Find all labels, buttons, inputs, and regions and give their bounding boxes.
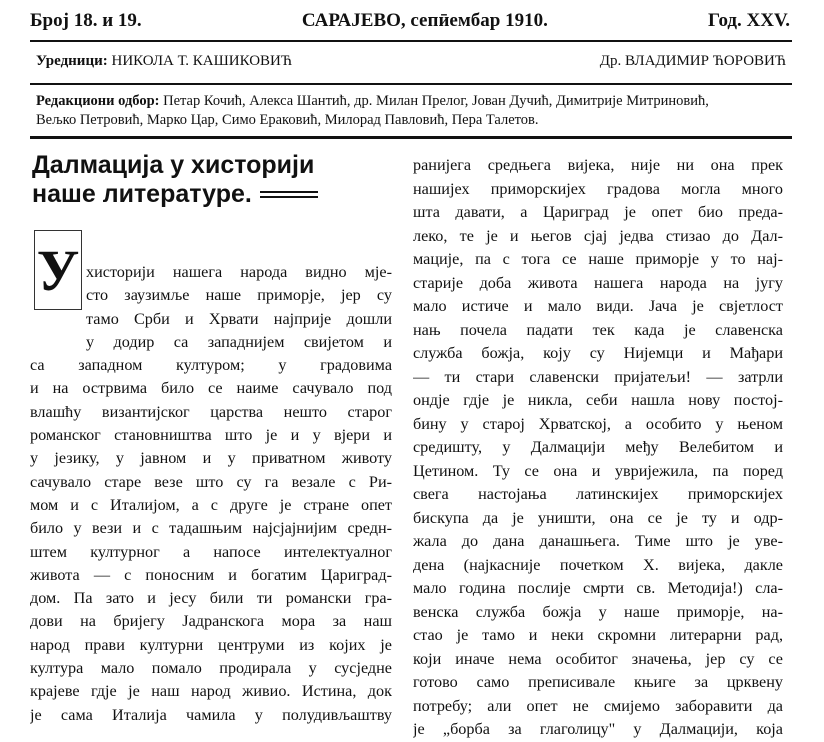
text-line: хисторији нашега народа видно мје-: [86, 263, 392, 281]
issue-number: Број 18. и 19.: [30, 10, 142, 31]
place-date: САРАЈЕВО, сепӣембар 1910.: [301, 10, 548, 31]
text-line: дови на бријегу Јадранскога мора за наш: [30, 612, 392, 631]
text-line: средишту, у Далмацији међу Велебитом и: [413, 438, 783, 456]
text-line: дом. Па зато и јесу били ти романски гра-: [30, 589, 392, 608]
text-line: нашијех приморскијех градова могла много: [413, 179, 783, 198]
editors-label: Уредници:: [36, 53, 108, 69]
text-line: леко, те је и његов сјај једва стизао до Дал-: [413, 226, 783, 245]
text-line: народ прави културни центруми из којих је: [30, 635, 392, 654]
editors-line: [36, 53, 786, 70]
board-members-2: Вељко Петровић, Марко Цар, Симо Ераковић, Милорад Павловић, Пера Талетов.: [36, 112, 539, 128]
title-row-2: [32, 180, 392, 209]
text-line: сачувало старе везе што су га везале с Ри-: [30, 472, 392, 491]
text-line: жала до дана данашњега. Тиме што је уве-: [413, 532, 783, 550]
volume-year: Год. XXV.: [708, 10, 790, 31]
masthead: [30, 10, 790, 34]
text-line: — ти стари славенски пријатељи! — затрли: [413, 367, 783, 386]
title-line-2: наше литературе.: [32, 180, 252, 208]
editor-corovic: Др. ВЛАДИМИР ЋОРОВИЋ: [599, 53, 786, 69]
text-line: мало истиче и мало види. Јача је свјетлост: [413, 297, 783, 315]
text-line: ондје гдје је никла, себи нашла нову постој-: [413, 391, 783, 409]
board-label: Редакциони одбор:: [36, 93, 160, 109]
left-column-text: [30, 261, 392, 727]
ornamental-dropcap: У: [34, 230, 82, 310]
text-line: у додир са западнијем свијетом и: [86, 332, 392, 351]
text-line: служба божја, коју су Нијемци и Мађари: [413, 344, 783, 362]
left-column: [30, 151, 392, 724]
text-line: сто заузимље наше приморје, јер су: [86, 286, 392, 305]
article-title: [32, 151, 392, 209]
text-line: штем културног а напосе интелектуалног: [30, 542, 392, 561]
text-line: било у вези и с тадашњим најсјајнијим средн-: [30, 519, 392, 538]
editorial-board: [36, 92, 796, 130]
text-line: са западном културом; у градовима: [30, 356, 392, 375]
text-line: мом и с Италијом, а с друге је стране опет: [30, 495, 392, 514]
text-line: Цетином. Ту се она и увријежила, па поред: [413, 461, 783, 480]
masthead-rule: [30, 40, 792, 42]
text-line: крајеве гдје је наш народ живио. Истина, док: [30, 682, 392, 701]
text-line: је „борба за глаголицу" у Далмацији, која: [413, 720, 783, 738]
text-line: дена (најкасније почетком X. вијека, дакле: [413, 555, 783, 574]
text-line: мало година послије смрти св. Методија!) сла-: [413, 579, 783, 597]
text-line: венска служба божја у наше приморје, на-: [413, 602, 783, 621]
text-line: тамо Срби и Хрвати најприје дошли: [86, 309, 392, 328]
text-line: у језику, у јавном и у приватном животу: [30, 449, 392, 468]
board-line-1: [36, 92, 796, 111]
text-line: влашћу византијског царства нешто старог: [30, 402, 392, 421]
text-line: мације, па с тога се наше приморје у то нај-: [413, 250, 783, 268]
text-line: и на острвима било се наиме сачувало под: [30, 379, 392, 398]
text-line: ранијега средњега вијека, није ни она прек: [413, 156, 783, 174]
text-line: бину у старој Хрватској, а особито у њеном: [413, 414, 783, 433]
text-line: шта давати, а Цариград је опет био преда-: [413, 203, 783, 221]
editors-left: [36, 53, 292, 70]
board-members-1: Петар Кочић, Алекса Шантић, др. Милан Прелог, Јован Дучић, Димитрије Митриновић,: [163, 93, 709, 109]
text-line: романског становништва што је и у вјери и: [30, 426, 392, 445]
board-rule: [30, 136, 792, 139]
text-line: који иначе нема особитог значења, јер су се: [413, 649, 783, 668]
title-ornament-lines: [260, 188, 318, 201]
text-line: култура мало помало продирала у сусједне: [30, 659, 392, 678]
editors-rule: [30, 83, 792, 85]
text-line: бискупа да је уништи, она се је ту и одр-: [413, 508, 783, 527]
text-line: стао је тамо и неки скромни литерарни рад,: [413, 626, 783, 644]
editor-kasikovic: НИКОЛА Т. КАШИКОВИЋ: [111, 53, 293, 69]
text-line: старије доба живота нашега народа на југу: [413, 273, 783, 292]
title-line-1: Далмација у хисторији: [32, 151, 315, 179]
text-line: је сама Италија чамила у полудивљаштву: [30, 705, 392, 724]
text-line: живота — с поносним и богатим Цариград-: [30, 565, 392, 584]
text-line: готово само преписивале књиге за црквену: [413, 673, 783, 691]
right-column-text: [413, 154, 783, 742]
text-line: нањ почела падати тек када је славенска: [413, 320, 783, 339]
text-line: потребу; али опет не смијемо заборавити да: [413, 696, 783, 715]
text-line: свега настојања латинскијех приморскијех: [413, 485, 783, 503]
